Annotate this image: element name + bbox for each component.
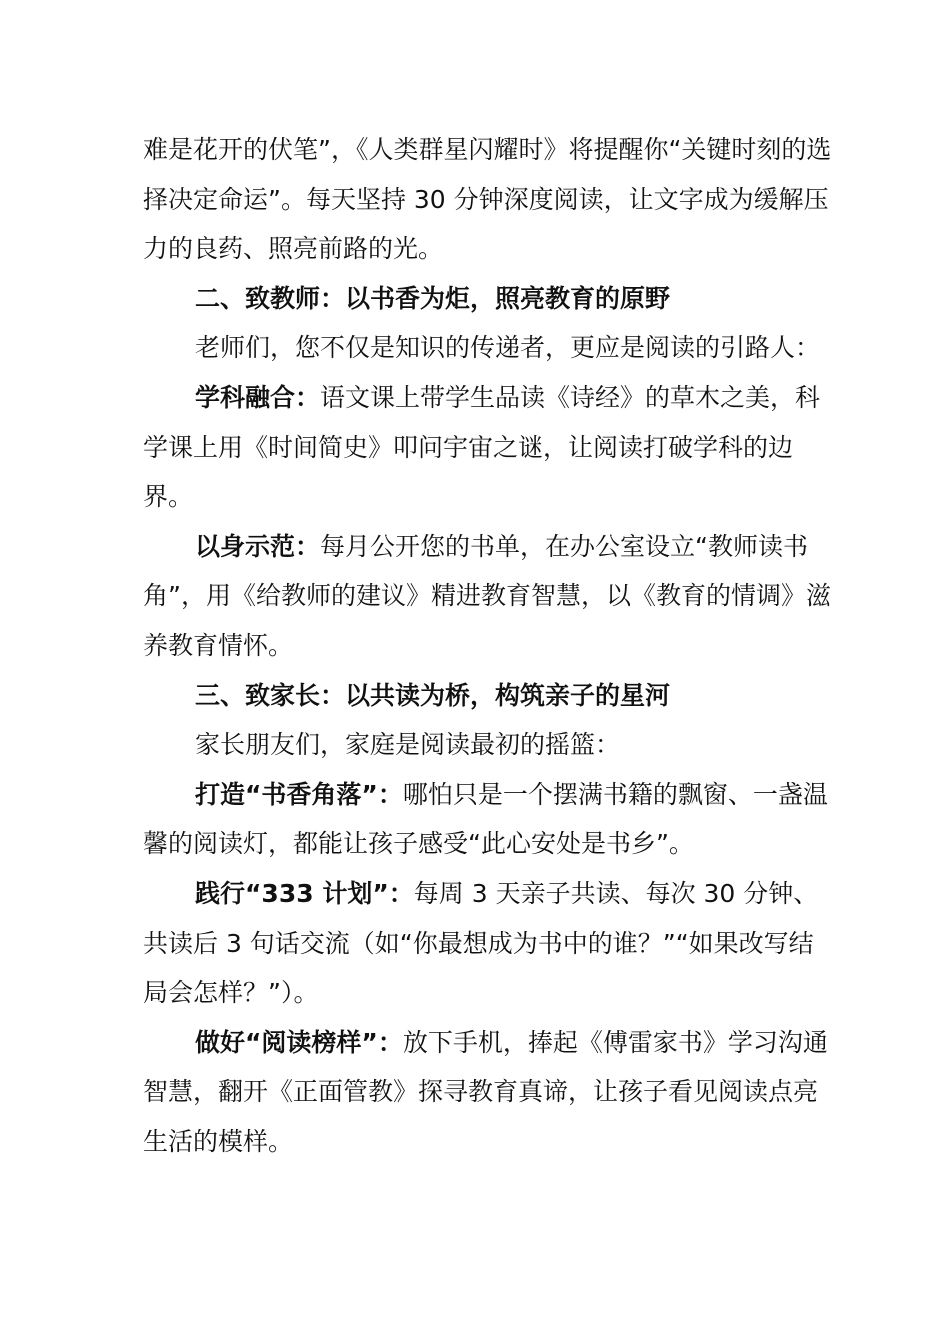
item-text: 每周 3 天亲子共读、每次 30 分钟、共读后 3 句话交流（如“你最想成为书中的谁？”“如果改写结局会怎样？”）。: [143, 878, 819, 1008]
intro-continued-paragraph: 难是花开的伏笔”，《人类群星闪耀时》将提醒你“关键时刻的选择决定命运”。每天坚持 30 分钟深度阅读，让文字成为缓解压力的良药、照亮前路的光。: [143, 135, 832, 264]
parents-item-reading-role-model: [143, 1018, 833, 1167]
item-text: 每月公开您的书单，在办公室设立“教师读书角”，用《给教师的建议》精进教育智慧，以《教育的情调》滋养教育情怀。: [143, 531, 831, 660]
parents-item-333-plan: [143, 869, 833, 1018]
document-body: [143, 125, 833, 1166]
item-lead: 践行“333 计划”：: [195, 878, 414, 908]
teachers-section-heading: 二、致教师：以书香为炬，照亮教育的原野: [195, 283, 671, 313]
item-text: 哪怕只是一个摆满书籍的飘窗、一盏温馨的阅读灯，都能让孩子感受“此心安处是书乡”。: [143, 779, 828, 859]
teachers-intro-paragraph: 老师们，您不仅是知识的传递者，更应是阅读的引路人：: [195, 333, 821, 363]
parents-intro-paragraph: 家长朋友们，家庭是阅读最初的摇篮：: [195, 730, 621, 760]
parents-section-heading: 三、致家长：以共读为桥，构筑亲子的星河: [195, 680, 671, 710]
parents-item-reading-corner: [143, 770, 833, 869]
item-lead: 做好“阅读榜样”：: [195, 1027, 403, 1057]
item-text: 放下手机，捧起《傅雷家书》学习沟通智慧，翻开《正面管教》探寻教育真谛，让孩子看见阅读点亮生活的模样。: [143, 1027, 828, 1156]
item-lead: 打造“书香角落”：: [195, 779, 403, 809]
item-lead: 以身示范：: [195, 531, 321, 561]
teachers-item-lead-by-example: [143, 522, 833, 671]
item-text: 语文课上带学生品读《诗经》的草木之美，科学课上用《时间简史》叩问宇宙之谜，让阅读打破学科的边界。: [143, 382, 821, 512]
item-lead: 学科融合：: [195, 382, 321, 412]
teachers-item-subject-integration: [143, 373, 833, 522]
